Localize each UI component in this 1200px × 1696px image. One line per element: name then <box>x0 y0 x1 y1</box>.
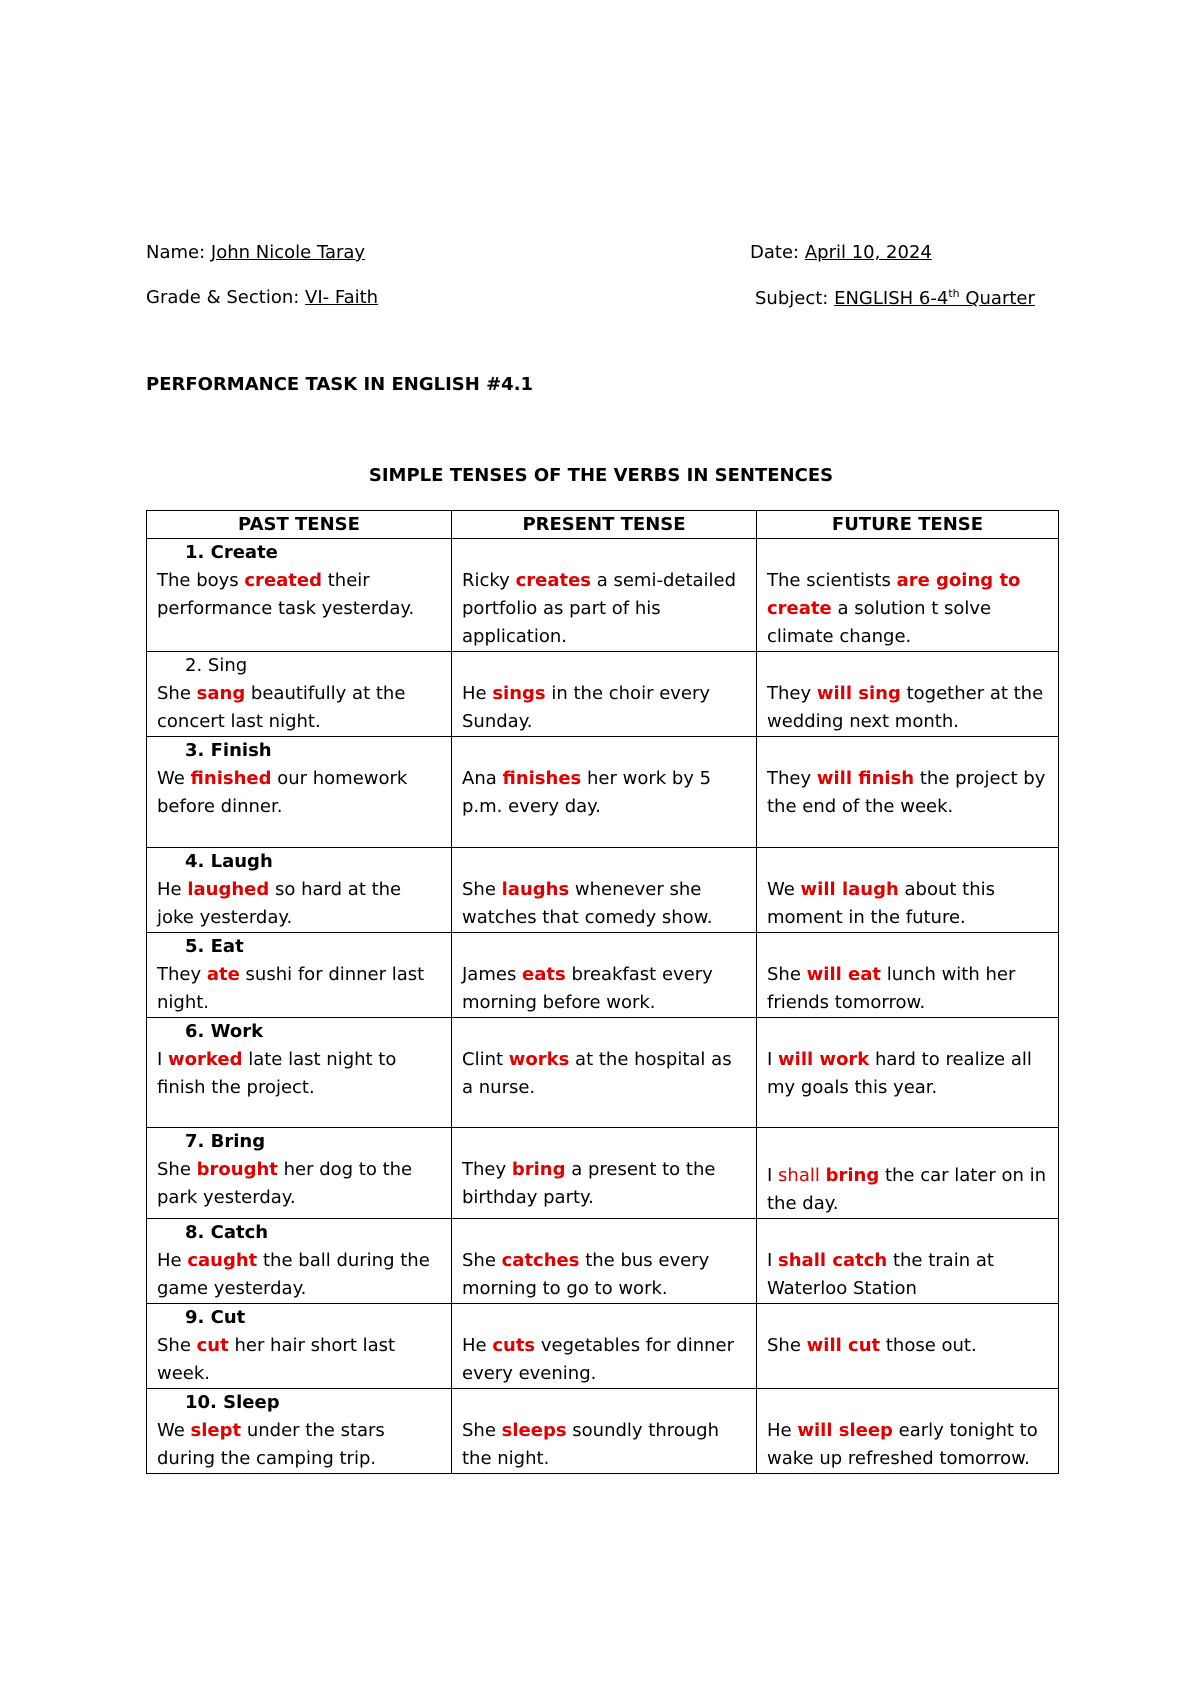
sentence-pre: We <box>157 1420 191 1441</box>
past-cell <box>147 652 452 737</box>
sentence-pre: Clint <box>462 1049 509 1070</box>
spacer <box>462 1219 746 1247</box>
sentence-pre: The scientists <box>767 570 897 591</box>
sentence-pre: They <box>462 1159 512 1180</box>
table-row <box>147 1018 1059 1128</box>
grade-value: VI- Faith <box>305 287 379 308</box>
sentence-post: hard to realize all my goals this year. <box>767 1049 1032 1098</box>
spacer <box>767 848 1048 876</box>
verb-title: 4. Laugh <box>185 851 273 872</box>
table-row <box>147 539 1059 652</box>
past-cell <box>147 933 452 1018</box>
sentence-post: a solution t solve climate change. <box>767 598 992 647</box>
spacer <box>767 1156 1048 1162</box>
verb-highlight: caught <box>187 1250 258 1271</box>
name-field <box>146 242 365 263</box>
spacer <box>462 737 746 765</box>
sentence-pre: The boys <box>157 570 245 591</box>
verb-highlight: will sing <box>816 683 901 704</box>
sentence-pre: She <box>462 1250 502 1271</box>
sentence-pre: She <box>767 1335 807 1356</box>
sentence-post: those out. <box>880 1335 977 1356</box>
verb-highlight: creates <box>515 570 591 591</box>
verb-highlight-plain: shall <box>778 1165 826 1186</box>
sentence-pre: I <box>767 1165 779 1186</box>
present-cell <box>452 933 757 1018</box>
verb-highlight: will cut <box>806 1335 881 1356</box>
table-row <box>147 848 1059 933</box>
subject-field <box>755 287 1035 309</box>
sentence-post: the project by the end of the week. <box>767 768 1046 817</box>
past-cell <box>147 1389 452 1474</box>
verb-highlight: will eat <box>806 964 882 985</box>
verb-highlight: works <box>508 1049 570 1070</box>
verb-title: 5. Eat <box>185 936 244 957</box>
verb-title: 9. Cut <box>185 1307 246 1328</box>
verb-highlight: sleeps <box>501 1420 567 1441</box>
verb-title: 3. Finish <box>185 740 272 761</box>
sentence-post: the bus every morning to go to work. <box>462 1250 710 1299</box>
sentence-pre: We <box>157 768 191 789</box>
sentence-pre: I <box>767 1250 779 1271</box>
sentence-post: sushi for dinner last night. <box>157 964 425 1013</box>
verb-highlight: slept <box>190 1420 242 1441</box>
spacer <box>462 1018 746 1046</box>
verb-highlight: are going to create <box>767 570 1021 619</box>
verb-title: 6. Work <box>185 1021 264 1042</box>
future-cell <box>757 652 1059 737</box>
sentence-pre: She <box>462 879 502 900</box>
table-row <box>147 737 1059 848</box>
spacer <box>767 1304 1048 1332</box>
present-cell <box>452 1219 757 1304</box>
spacer <box>462 1128 746 1156</box>
sentence-post: her hair short last week. <box>157 1335 396 1384</box>
sentence-pre: He <box>157 1250 188 1271</box>
verb-highlight: shall catch <box>778 1250 888 1271</box>
date-value: April 10, 2024 <box>804 242 932 263</box>
past-cell <box>147 737 452 848</box>
sentence-pre: They <box>157 964 207 985</box>
past-cell <box>147 1219 452 1304</box>
task-title: PERFORMANCE TASK IN ENGLISH #4.1 <box>146 374 534 395</box>
sentence-post: our homework before dinner. <box>157 768 408 817</box>
table-row <box>147 1304 1059 1389</box>
spacer <box>767 933 1048 961</box>
sentence-pre: He <box>767 1420 798 1441</box>
verb-highlight: finishes <box>502 768 582 789</box>
sentence-post: about this moment in the future. <box>767 879 996 928</box>
verb-title: 1. Create <box>185 542 278 563</box>
sentence-post: soundly through the night. <box>462 1420 720 1469</box>
grade-section-field <box>146 287 378 308</box>
sentence-pre: James <box>462 964 523 985</box>
verb-highlight: will finish <box>816 768 915 789</box>
spacer <box>767 1389 1048 1417</box>
verb-highlight: bring <box>825 1165 880 1186</box>
sentence-post: the train at Waterloo Station <box>767 1250 994 1299</box>
future-cell <box>757 1304 1059 1389</box>
spacer <box>462 1389 746 1417</box>
sentence-pre: She <box>157 1159 197 1180</box>
date-label: Date: <box>750 242 800 263</box>
verb-highlight: laughs <box>501 879 570 900</box>
sentence-pre: She <box>767 964 807 985</box>
verb-highlight: sings <box>492 683 546 704</box>
future-cell <box>757 1389 1059 1474</box>
sentence-post: a semi-detailed portfolio as part of his application. <box>462 570 737 647</box>
subject-label: Subject: <box>755 288 829 309</box>
verb-highlight: eats <box>522 964 566 985</box>
sentence-post: under the stars during the camping trip. <box>157 1420 385 1469</box>
spacer <box>462 1304 746 1332</box>
spacer <box>767 539 1048 567</box>
past-cell <box>147 1304 452 1389</box>
sentence-pre: He <box>462 683 493 704</box>
sentence-post: lunch with her friends tomorrow. <box>767 964 1016 1013</box>
name-label: Name: <box>146 242 206 263</box>
sentence-post: at the hospital as a nurse. <box>462 1049 732 1098</box>
header-present-tense: PRESENT TENSE <box>452 511 757 539</box>
verb-title: 10. Sleep <box>185 1392 280 1413</box>
spacer <box>462 848 746 876</box>
verb-highlight: will sleep <box>797 1420 893 1441</box>
verb-highlight: created <box>244 570 322 591</box>
table-row <box>147 933 1059 1018</box>
present-cell <box>452 848 757 933</box>
date-field <box>750 242 932 263</box>
sentence-pre: I <box>767 1049 779 1070</box>
sentence-pre: He <box>157 879 188 900</box>
tense-table <box>146 510 1059 1474</box>
sentence-post: her dog to the park yesterday. <box>157 1159 413 1208</box>
present-cell <box>452 1304 757 1389</box>
table-header-row <box>147 511 1059 539</box>
spacer <box>767 1018 1048 1046</box>
sentence-post: beautifully at the concert last night. <box>157 683 406 732</box>
sentence-post: their performance task yesterday. <box>157 570 415 619</box>
present-cell <box>452 737 757 848</box>
sentence-pre: They <box>767 768 817 789</box>
sentence-post: breakfast every morning before work. <box>462 964 713 1013</box>
spacer <box>767 652 1048 680</box>
subject-value-post: Quarter <box>959 288 1035 309</box>
verb-highlight: will work <box>778 1049 870 1070</box>
sentence-pre: We <box>767 879 801 900</box>
verb-highlight: worked <box>168 1049 243 1070</box>
sentence-post: late last night to finish the project. <box>157 1049 397 1098</box>
sentence-post: her work by 5 p.m. every day. <box>462 768 712 817</box>
verb-highlight: sang <box>196 683 246 704</box>
table-row <box>147 652 1059 737</box>
verb-highlight: laughed <box>187 879 270 900</box>
sentence-post: so hard at the joke yesterday. <box>157 879 402 928</box>
verb-highlight: catches <box>501 1250 580 1271</box>
sentence-post: whenever she watches that comedy show. <box>462 879 713 928</box>
spacer <box>767 737 1048 765</box>
present-cell <box>452 1018 757 1128</box>
spacer <box>767 1219 1048 1247</box>
name-value: John Nicole Taray <box>210 242 366 263</box>
sentence-pre: They <box>767 683 817 704</box>
sentence-post: vegetables for dinner every evening. <box>462 1335 734 1384</box>
table-row <box>147 1128 1059 1219</box>
present-cell <box>452 539 757 652</box>
spacer <box>462 652 746 680</box>
spacer <box>462 539 746 567</box>
past-cell <box>147 848 452 933</box>
present-cell <box>452 1389 757 1474</box>
future-cell <box>757 1018 1059 1128</box>
verb-highlight: will laugh <box>800 879 899 900</box>
verb-highlight: brought <box>196 1159 278 1180</box>
present-cell <box>452 652 757 737</box>
past-cell <box>147 1128 452 1219</box>
future-cell <box>757 933 1059 1018</box>
table-title: SIMPLE TENSES OF THE VERBS IN SENTENCES <box>368 465 834 486</box>
subject-value-pre: ENGLISH 6-4 <box>834 288 949 309</box>
sentence-pre: She <box>157 1335 197 1356</box>
sentence <box>157 570 414 619</box>
sentence-pre: Ana <box>462 768 503 789</box>
verb-title: 8. Catch <box>185 1222 269 1243</box>
grade-label: Grade & Section: <box>146 287 300 308</box>
future-cell <box>757 1219 1059 1304</box>
sentence-post: in the choir every Sunday. <box>462 683 711 732</box>
sentence-pre: Ricky <box>462 570 516 591</box>
past-cell <box>147 539 452 652</box>
verb-highlight: finished <box>190 768 272 789</box>
spacer <box>462 933 746 961</box>
subject-value <box>834 288 1035 309</box>
header-past-tense: PAST TENSE <box>147 511 452 539</box>
sentence-pre: I <box>157 1049 169 1070</box>
sentence-post: together at the wedding next month. <box>767 683 1044 732</box>
sentence-pre: He <box>462 1335 493 1356</box>
past-cell <box>147 1018 452 1128</box>
present-cell <box>452 1128 757 1219</box>
sentence-pre: She <box>157 683 197 704</box>
verb-highlight: bring <box>511 1159 566 1180</box>
future-cell <box>757 1128 1059 1219</box>
future-cell <box>757 539 1059 652</box>
table-row <box>147 1389 1059 1474</box>
verb-highlight: cuts <box>492 1335 536 1356</box>
header-future-tense: FUTURE TENSE <box>757 511 1059 539</box>
table-row <box>147 1219 1059 1304</box>
verb-title: 7. Bring <box>185 1131 266 1152</box>
sentence-post: early tonight to wake up refreshed tomorrow. <box>767 1420 1038 1469</box>
sentence-post: the car later on in the day. <box>767 1165 1047 1214</box>
sentence-post: the ball during the game yesterday. <box>157 1250 430 1299</box>
spacer <box>767 1128 1048 1156</box>
sentence-post: a present to the birthday party. <box>462 1159 716 1208</box>
future-cell <box>757 848 1059 933</box>
sentence-pre: She <box>462 1420 502 1441</box>
subject-value-sup: th <box>948 287 960 300</box>
future-cell <box>757 737 1059 848</box>
verb-highlight: ate <box>206 964 240 985</box>
verb-title: 2. Sing <box>185 655 248 676</box>
verb-highlight: cut <box>196 1335 229 1356</box>
